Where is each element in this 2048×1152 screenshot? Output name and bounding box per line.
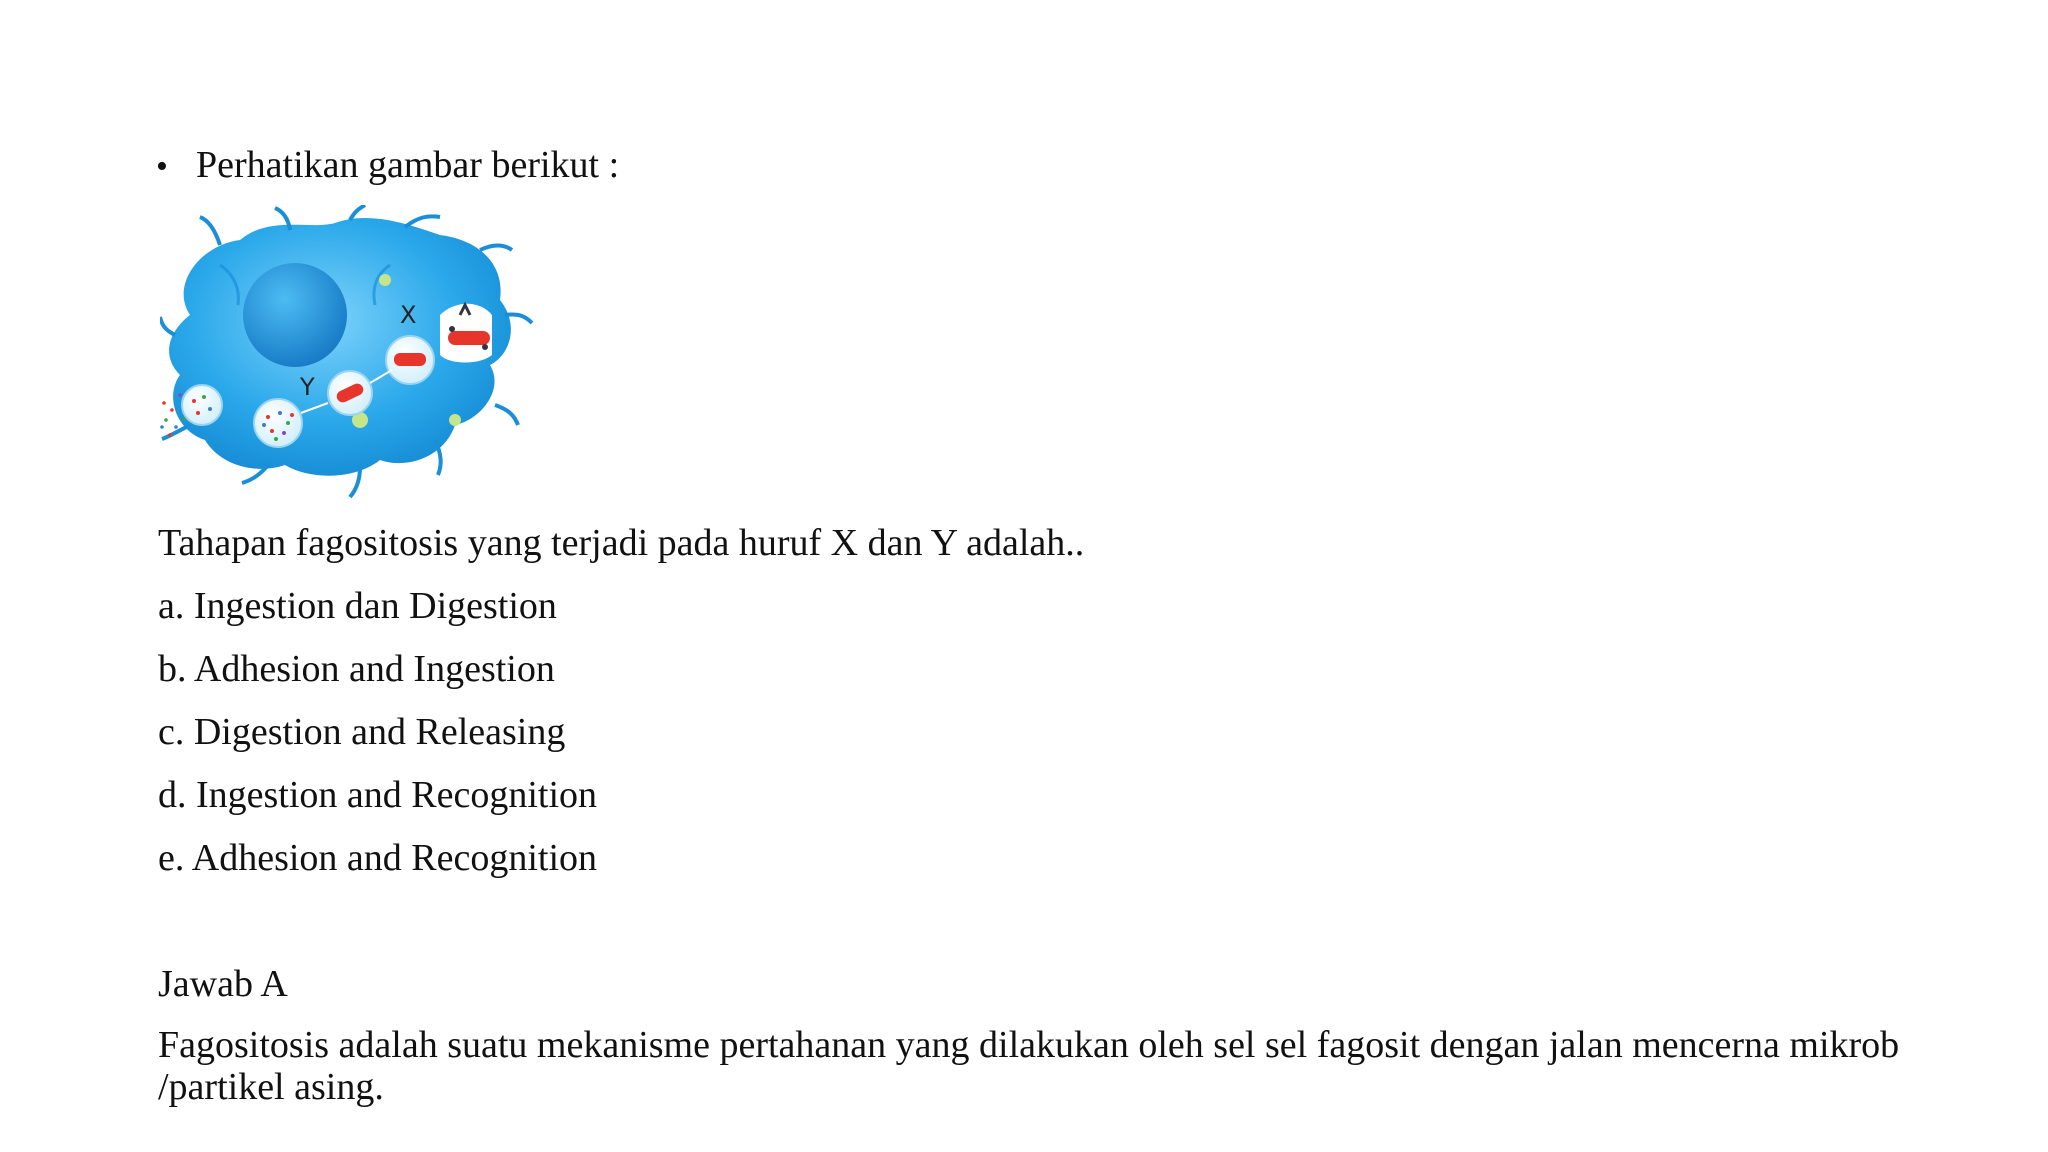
bullet-instruction xyxy=(156,142,619,190)
phagolysosome-y xyxy=(328,371,372,415)
bullet-dot: • xyxy=(156,148,168,185)
option-d: d. Ingestion and Recognition xyxy=(158,774,598,816)
label-y: Y xyxy=(300,373,315,401)
instruction-text: Perhatikan gambar berikut : xyxy=(196,144,620,186)
nucleus xyxy=(243,263,347,367)
answer-text: Jawab A xyxy=(158,963,288,1005)
phagocytosis-illustration xyxy=(160,205,535,500)
explanation-text: Fagositosis adalah suatu mekanisme pertahanan yang dilakukan oleh sel sel fagosit dengan jalan mencerna mikrob /partikel asing. xyxy=(158,1024,1900,1108)
option-b: b. Adhesion and Ingestion xyxy=(158,648,555,690)
question-text: Tahapan fagositosis yang terjadi pada huruf X dan Y adalah.. xyxy=(158,522,1085,564)
release-vesicle xyxy=(182,385,222,425)
bacterium xyxy=(448,331,490,345)
digestion-vesicle xyxy=(254,399,302,447)
label-x: X xyxy=(400,301,417,329)
organelle xyxy=(379,274,391,286)
option-e: e. Adhesion and Recognition xyxy=(158,837,598,879)
engulfment-site xyxy=(440,304,492,363)
phagosome-x xyxy=(386,336,434,384)
phagocyte-cell-image xyxy=(160,205,535,500)
option-c: c. Digestion and Releasing xyxy=(158,711,566,753)
organelle xyxy=(449,414,461,426)
option-a: a. Ingestion dan Digestion xyxy=(158,585,557,627)
